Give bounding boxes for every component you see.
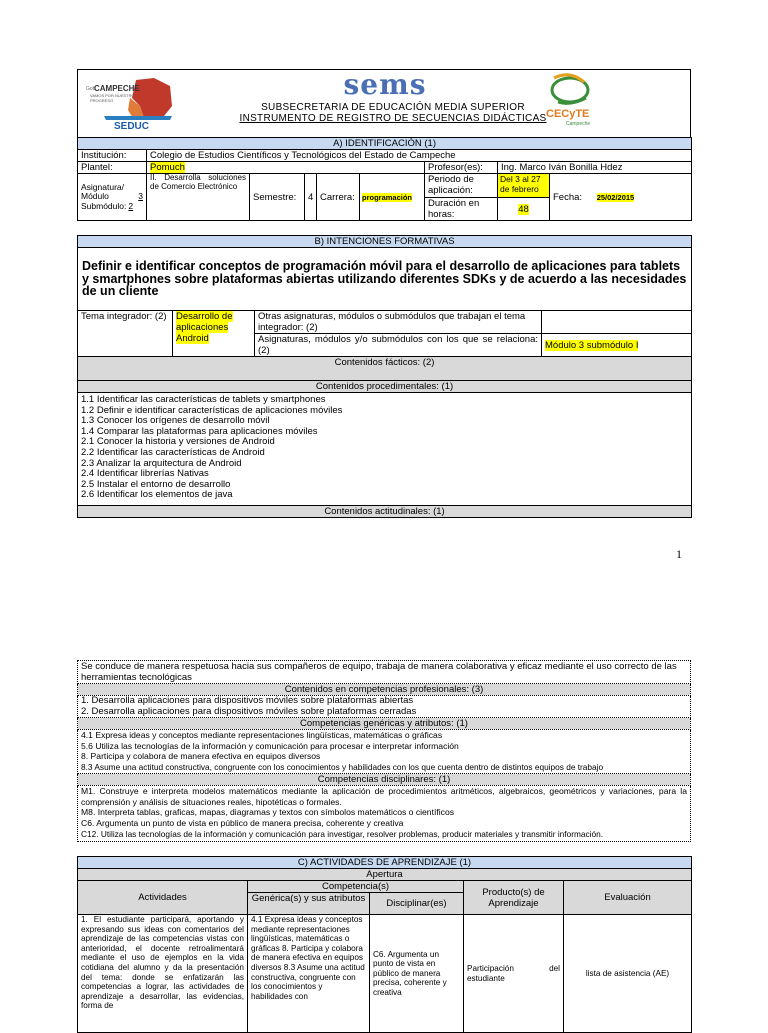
seduc-text: SEDUC	[114, 121, 150, 132]
tema-label: Tema integrador: (2)	[78, 311, 173, 357]
col-competencias: Competencia(s)	[248, 881, 464, 893]
logo-gov-text: Gob	[86, 86, 96, 92]
row1-disciplinares: C6. Argumenta un punto de vista en público de manera precisa, coherente y creativa	[370, 915, 464, 1033]
header-title-1: SUBSECRETARIA DE EDUCACIÓN MEDIA SUPERIOR	[261, 102, 525, 113]
prof-list	[78, 696, 691, 718]
logo-tagline: VAMOS POR NUESTRO PROGRESO	[90, 93, 135, 103]
col-productos: Producto(s) de Aprendizaje	[464, 881, 564, 915]
modulo-label: Módulo	[81, 191, 109, 202]
procedimental-list	[78, 393, 692, 506]
actitudinal-label: Contenidos actitudinales: (1)	[78, 506, 692, 518]
row1-evaluacion: lista de asistencia (AE)	[564, 915, 692, 1033]
cecyte-logo	[534, 72, 606, 132]
section-a-heading: A) IDENTIFICACIÓN (1)	[78, 138, 692, 150]
competencies-table	[77, 660, 691, 842]
plantel-label: Plantel:	[78, 162, 147, 174]
list-item: C6. Argumenta un punto de vista en público de manera precisa, coherente y creativa	[81, 817, 404, 828]
sems-logo: sems	[343, 68, 427, 101]
genericas-list	[78, 730, 691, 774]
list-item: 8. Participa y colabora de manera efectiva en equipos diversos	[81, 751, 321, 762]
procedimental-label: Contenidos procedimentales: (1)	[78, 381, 692, 393]
list-item: C12. Utiliza las tecnologías de la información y comunicación para investigar, resolver problemas, producir materiales y transmitir información.	[81, 828, 604, 839]
periodo-label: Periodo de aplicación:	[425, 174, 498, 198]
page-number: 1	[676, 547, 682, 561]
asig-relac-value: Módulo 3 submódulo I	[545, 339, 639, 351]
asignatura-label: Asignatura/	[81, 181, 124, 192]
list-item: 1.2 Definir e identificar características de aplicaciones móviles	[81, 404, 343, 416]
list-item: 4.1 Expresa ideas y conceptos mediante representaciones lingüísticas, matemáticas o gráficas	[81, 730, 443, 741]
profesor-value: Ing. Marco Iván Bonilla Hdez	[498, 162, 692, 174]
institucion-value: Colegio de Estudios Científicos y Tecnológicos del Estado de Campeche	[147, 150, 692, 162]
list-item: 1.3 Conocer los orígenes de desarrollo móvil	[81, 415, 270, 427]
list-item: 2.6 Identificar los elementos de java	[81, 489, 233, 501]
semestre-value: 4	[305, 174, 317, 221]
list-item: 1.1 Identificar las características de tablets y smartphones	[81, 394, 326, 405]
list-item: 2.1 Conocer la historia y versiones de Android	[81, 436, 275, 448]
otras-value	[542, 311, 692, 334]
list-item: 8.3 Asume una actitud constructiva, congruente con los conocimientos y habilidades con los que cuenta dentro de distintos equipos de trabajo	[81, 761, 604, 772]
actitud-text: Se conduce de manera respetuosa hacia sus compañeros de equipo, trabaja de manera colaborativa y eficaz mediante el uso correcto de las herramientas tecnológicas	[78, 661, 691, 684]
list-item: 2.5 Instalar el entorno de desarrollo	[81, 478, 231, 490]
carrera-label: Carrera:	[317, 174, 360, 221]
plantel-value: Pomuch	[150, 162, 185, 173]
col-disciplinares: Disciplinar(es)	[370, 893, 464, 915]
fecha-value: 25/02/2015	[596, 192, 635, 202]
header-title-2: INSTRUMENTO DE REGISTRO DE SECUENCIAS DIDÁCTICAS	[239, 113, 547, 124]
list-item: 1. Desarrolla aplicaciones para dispositivos móviles sobre plataformas abiertas	[81, 695, 414, 706]
tema-value: Desarrollo de aplicaciones Android	[176, 311, 233, 344]
carrera-value: programación	[362, 192, 413, 202]
purpose-statement: Definir e identificar conceptos de programación móvil para el desarrollo de aplicaciones para tablets y smartphones sobre plataformas abiertas utilizando diferentes SDKs y de acuerdo a las necesidades de un cliente	[78, 248, 692, 311]
row1-genericas: 4.1 Expresa ideas y conceptos mediante representaciones lingüísticas, matemáticas o gráficas 8. Participa y colabora de manera efectiva en equipos diversos 8.3 Asume una actitud constructiva, congruente con los conocimientos y habilidades con	[248, 915, 370, 1033]
list-item: 2.4 Identificar librerías Nativas	[81, 468, 209, 480]
row1-producto: Participación del estudiante	[464, 915, 564, 1033]
logo-brand-text: CAMPECHE	[94, 84, 140, 93]
profesor-label: Profesor(es):	[425, 162, 498, 174]
factico-label: Contenidos fácticos: (2)	[78, 357, 692, 381]
row1-actividad: 1. El estudiante participará, aportando y expresando sus ideas con comentarios del aprendizaje de las competencias vistas con anterioridad, el docente retroalimentará mediante el uso de ejemplos en la vida cotidiana del alumno y da la presentación del tema: donde se enfatizarán las competencias a lograr, las actividades de aprendizaje a desarrollar, las evidencias, forma de	[78, 915, 248, 1033]
section-c-heading: C) ACTIVIDADES DE APRENDIZAJE (1)	[78, 857, 692, 869]
asignatura-value: II. Desarrolla soluciones de Comercio Electrónico	[147, 174, 250, 221]
list-item: M1. Construye e interpreta modelos matemáticos mediante la aplicación de procedimientos aritméticos, algebraicos, geométricos y variaciones, para la comprensión y análisis de situaciones reales, hipotéticas o formales.	[81, 786, 687, 807]
list-item: 2. Desarrolla aplicaciones para dispositivos móviles sobre plataformas cerradas	[81, 705, 417, 717]
col-genericas: Genérica(s) y sus atributos	[248, 893, 370, 915]
genericas-label: Competencias genéricas y atributos: (1)	[78, 718, 691, 730]
cecyte-sub: Campeche	[566, 121, 591, 127]
identification-table	[77, 137, 692, 221]
semestre-label: Semestre:	[250, 174, 305, 221]
disciplinares-list	[78, 786, 691, 842]
periodo-value: Del 3 al 27 de febrero	[498, 174, 550, 198]
asignatura-cell	[78, 174, 147, 221]
cecyte-text: CECyTE	[546, 108, 590, 120]
otras-label: Otras asignaturas, módulos o submódulos que trabajan el tema integrador: (2)	[255, 311, 542, 334]
institucion-label: Institución:	[78, 150, 147, 162]
section-b-heading: B) INTENCIONES FORMATIVAS	[78, 236, 692, 248]
asig-relac-label: Asignaturas, módulos y/o submódulos con los que se relaciona: (2)	[255, 334, 542, 357]
list-item: 1.4 Comparar las plataformas para aplicaciones móviles	[81, 425, 318, 437]
modulo-value: 3	[138, 191, 143, 202]
disciplinares-label: Competencias disciplinares: (1)	[78, 774, 691, 786]
activities-table	[77, 856, 692, 1033]
submodulo-value: 2	[128, 200, 134, 211]
col-evaluacion: Evaluación	[564, 881, 692, 915]
col-actividades: Actividades	[78, 881, 248, 915]
duracion-label: Duración en horas:	[425, 198, 498, 221]
apertura-label: Apertura	[78, 869, 692, 881]
list-item: 2.2 Identificar las características de Android	[81, 446, 265, 458]
list-item: 5.6 Utiliza las tecnologías de la información y comunicación para procesar e interpretar información	[81, 740, 459, 751]
duracion-value: 48	[518, 203, 529, 215]
submodulo-label: Submódulo:	[81, 200, 127, 211]
list-item: 2.3 Analizar la arquitectura de Android	[81, 457, 242, 469]
fecha-label: Fecha:	[553, 191, 583, 203]
document-header	[77, 69, 691, 138]
prof-label: Contenidos en competencias profesionales: (3)	[78, 684, 691, 696]
list-item: M8. Interpreta tablas, graficas, mapas, diagramas y textos con símbolos matemáticos o científicos	[81, 807, 455, 818]
intentions-table	[77, 235, 692, 518]
campeche-logo	[84, 76, 176, 134]
